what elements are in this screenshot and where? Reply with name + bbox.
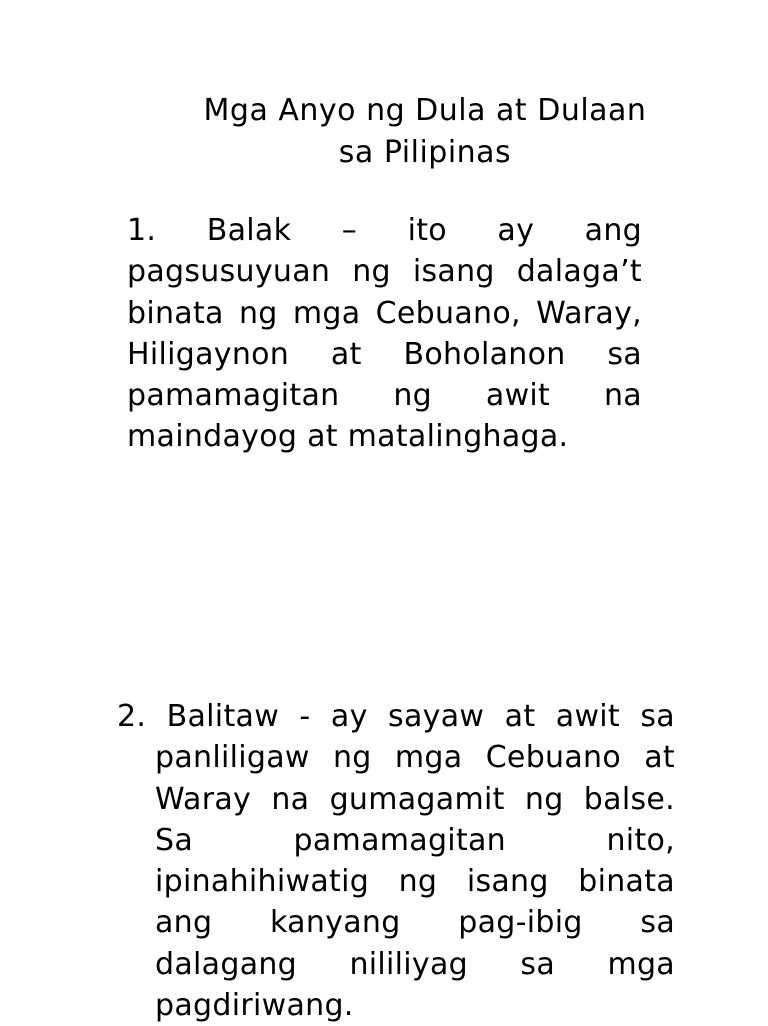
list-item-balitaw: 2. Balitaw - ay sayaw at awit sa panliligaw ng mga Cebuano at Waray na gumagamit ng balse. Sa pamamagitan nito, ipinahihiwatig ng isang binata ang kanyang pag-ibig sa dalagang nililiyag sa mga pagdiriwang. bbox=[117, 699, 675, 1024]
list-item-balak: 1. Balak – ito ay ang pagsusuyuan ng isang dalaga’t binata ng mga Cebuano, Waray, Hiligaynon at Boholanon sa pamamagitan ng awit na maindayog at matalinghaga. bbox=[127, 213, 642, 455]
page-title bbox=[120, 90, 730, 174]
title-line-2: sa Pilipinas bbox=[338, 135, 512, 170]
title-line-1: Mga Anyo ng Dula at Dulaan bbox=[203, 93, 647, 128]
